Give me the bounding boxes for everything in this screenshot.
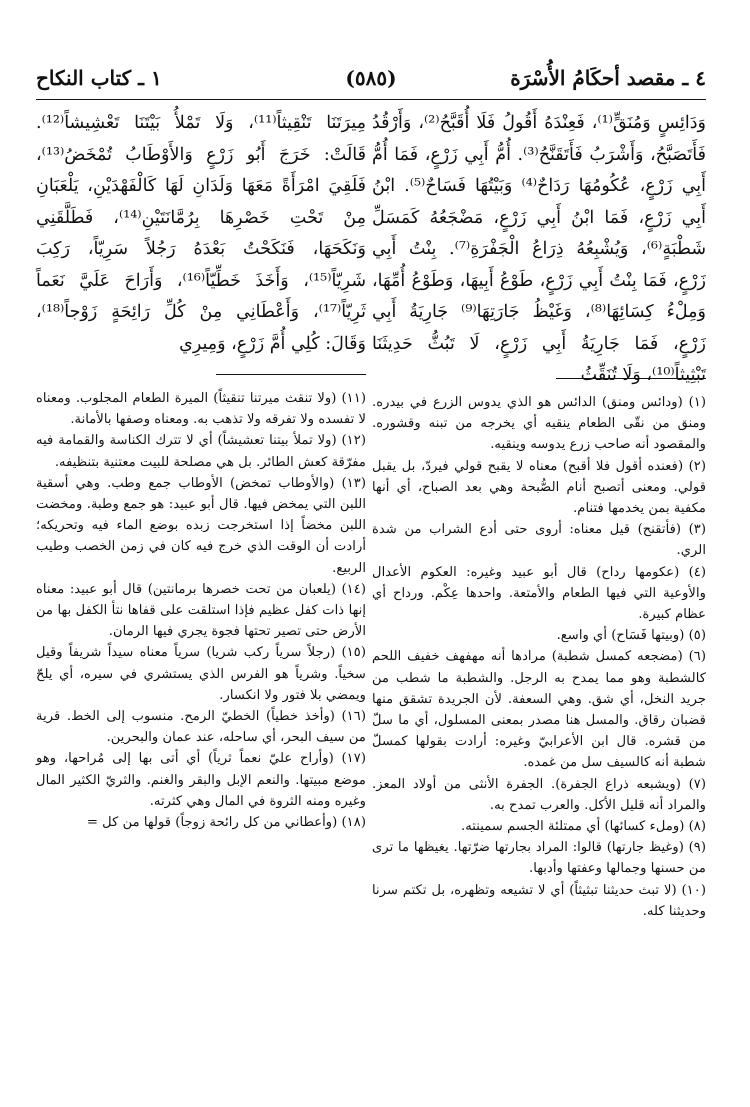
main-text-paragraph: مِيرَتَنَا تَنْقِيثاً⁽¹¹⁾، وَلَا تَمْلأُ بَيْتَنَا تَعْشِيشاً⁽¹²⁾. قَالَتْ: خَرَجَ أَبُو زَرْعٍ وَالأَوْطَابُ تُمْخَضُ⁽¹³⁾، فَلَقِيَ امْرَأَةً مَعَهَا وَلَدَانِ لَهَا كَالْفَهْدَيْنِ، يَلْعَبَانِ مِنْ تَحْتِ خَصْرِهَا بِرُمَّانَتَيْنِ⁽¹⁴⁾، فَطَلَّقَنِي وَنَكَحَهَا، فَنَكَحْتُ بَعْدَهُ رَجُلاً سَرِيّاً، رَكِبَ شَرِيّاً⁽¹⁵⁾، وَأَخَذَ خَطِّيّاً⁽¹⁶⁾، وَأَرَاحَ عَلَيَّ نَعَماً ثَرِيّاً⁽¹⁷⁾، وَأَعْطَانِي مِنْ كُلِّ رَائِحَةٍ زَوْجاً⁽¹⁸⁾، وَقَالَ: كُلِي أُمَّ زَرْعٍ، وَمِيرِي (36, 113, 367, 354)
footnote-14: (١٤) (يلعبان من تحت خصرها برمانتين) قال أبو عبيد: معناه إنها ذات كفل عظيم فإذا استلقت على قفاها نتأ الكفل بها من الأرض حتى تصير تحتها فجوة يجري فيها الرمان. (36, 581, 366, 640)
footnote-12: (١٢) (ولا تملأ بيتنا تعشيشاً) أي لا تترك الكناسة والقمامة فيه مفرّقة كعش الطائر. بل هي مصلحة للبيت معتنية بتنظيفه. (36, 433, 366, 470)
footnotes-left-column (36, 388, 366, 1082)
footnote-2: (٢) (فعنده أقول فلا أقبح) معناه لا يقبح قولي فيردّ، بل يقبل قولي. ومعنى أتصبح أنام الصُّبحة وهي بعد الصباح، أي أنها مكفية بمن يخدمها فتنام. (372, 458, 706, 517)
footnote-6: (٦) (مضجعه كمسل شطبة) مرادها أنه مهفهف خفيف اللحم كالشطبة وهو مما يمدح به الرجل. والشطبة ما شطب من جريد النخل، أي شق. وهي السعفة. لأن الجريدة تشقق منها قضبان رقاق. والمسل هنا مصدر بمعنى المسلول، أي ما سلّ من قشره. قال ابن الأعرابيّ وغيره: أرادت بقولها كمسلّ شطبة أنه كالسيف سل من غمده. (372, 649, 706, 771)
page-header (36, 60, 706, 98)
footnote-10: (١٠) (لا تبث حديثنا تبثيثاً) أي لا تشيعه وتظهره، بل تكتم سرنا وحديثنا كله. (372, 882, 706, 919)
footnote-16: (١٦) (وأخذ خطياً) الخطيّ الرمح. منسوب إلى الخط. قرية من سيف البحر، أي ساحله، عند عمان والبحرين. (36, 709, 366, 746)
footnote-9: (٩) (وغيظ جارتها) قالوا: المراد بجارتها ضرّتها. يغيظها ما ترى من حسنها وجمالها وعفتها وأدبها. (372, 840, 706, 877)
footnote-11: (١١) (ولا تنقث ميرتنا تنقيثاً) الميرة الطعام المجلوب. ومعناه لا تفسده ولا تفرقه ولا تذهب به. ومعناه وصفها بالأمانة. (36, 391, 366, 428)
footnote-18: (١٨) (وأعطاني من كل رائحة زوجاً) قولها من كل = (86, 815, 366, 831)
main-text-right-column (372, 108, 707, 385)
footnote-5: (٥) (وبيتها فَسَاح) أي واسع. (556, 628, 706, 644)
main-text-paragraph: وَدَائِسٍ وَمُنَقٍّ⁽¹⁾، فَعِنْدَهُ أَقُولُ فَلَا أُقَبَّحُ⁽²⁾، وَأَرْقُدُ فَأَتَصَبَّحُ، وَأَشْرَبُ فَأَتَقَنَّحُ⁽³⁾. أُمُّ أَبِي زَرْعٍ، فَمَا أُمُّ أَبِي زَرْعٍ، عُكُومُهَا رَدَاحٌ⁽⁴⁾ وَبَيْتُهَا فَسَاحٌ⁽⁵⁾. ابْنُ أَبِي زَرْعٍ، فَمَا ابْنُ أَبِي زَرْعٍ، مَضْجَعُهُ كَمَسَلِّ شَطْبَةٍ⁽⁶⁾، وَيُشْبِعُهُ ذِرَاعُ الْجَفْرَةِ⁽⁷⁾. بِنْتُ أَبِي زَرْعٍ، فَمَا بِنْتُ أَبِي زَرْعٍ، طَوْعُ أَبِيهَا، وَطَوْعُ أُمِّهَا، وَمِلْءُ كِسَائِهَا⁽⁸⁾، وَغَيْظُ جَارَتِهَا⁽⁹⁾ جَارِيَةُ أَبِي زَرْعٍ، فَمَا جَارِيَةُ أَبِي زَرْعٍ، لَا تَبُثُّ حَدِيثَنَا تَبْثِيثاً⁽¹⁰⁾، وَلَا تُنَقِّثُ (372, 113, 707, 385)
footnote-15: (١٥) (رجلاً سرياً ركب شريا) سرياً معناه سيداً شريفاً وقيل سخياً. وشرياً هو الفرس الذي يستشري في سيره، أي يلحّ ويمضي بلا فتور ولا انكسار. (36, 645, 366, 703)
main-text-left-column (36, 108, 366, 355)
footnote-4: (٤) (عكومها رداح) قال أبو عبيد وغيره: العكوم الأعدال والأوعية التي فيها الطعام والأمتعة. واحدها عِكْم. ورداح أي عظام كبيرة. (372, 564, 706, 623)
footnotes-right-column (372, 392, 706, 1082)
header-divider (36, 99, 706, 100)
footnote-divider-right (556, 378, 706, 379)
page-number: (٥٨٥) (345, 66, 397, 90)
footnote-8: (٨) (وملء كسائها) أي ممتلئة الجسم سمينته. (461, 819, 706, 835)
section-title: ٤ ـ مقصد أحكَامُ الأُسْرَة (510, 66, 706, 90)
footnote-13: (١٣) (والأوطاب تمخض) الأوطاب جمع وطب. وهي أسقية اللبن التي يمخض فيها. قال أبو عبيد: هو جمع وطبة. ومخضت اللبن مخضاً إذا استخرجت زبده بوضع الماء فيه وتحريكه؛ أرادت أن الوقت الذي خرج فيه كان في زمن الخصب وطيب الربيع. (36, 475, 366, 576)
footnote-1: (١) (ودائس ومنق) الدائس هو الذي يدوس الزرع في بيدره. ومنق من نقّى الطعام ينقيه أي يخرجه من تبنه وقشوره. والمقصود أنه صاحب زرع يدوسه وينقيه. (372, 395, 706, 453)
footnote-17: (١٧) (وأراح عليّ نعماً ثرياً) أي أتى بها إلى مُراحها، وهو موضع مبيتها. والنعم الإبل والبقر والغنم. والثريّ الكثير المال وغيره ومنه الثروة في المال وهي كثرته. (36, 751, 366, 809)
footnote-3: (٣) (فأتقنح) قيل معناه: أروى حتى أدع الشراب من شدة الري. (372, 522, 706, 559)
footnote-divider-left (216, 374, 366, 375)
footnote-7: (٧) (ويشبعه ذراع الجفرة). الجفرة الأنثى من أولاد المعز. والمراد أنه قليل الأكل. والعرب تمدح به. (372, 776, 706, 813)
chapter-title: ١ ـ كتاب النكاح (36, 66, 162, 90)
